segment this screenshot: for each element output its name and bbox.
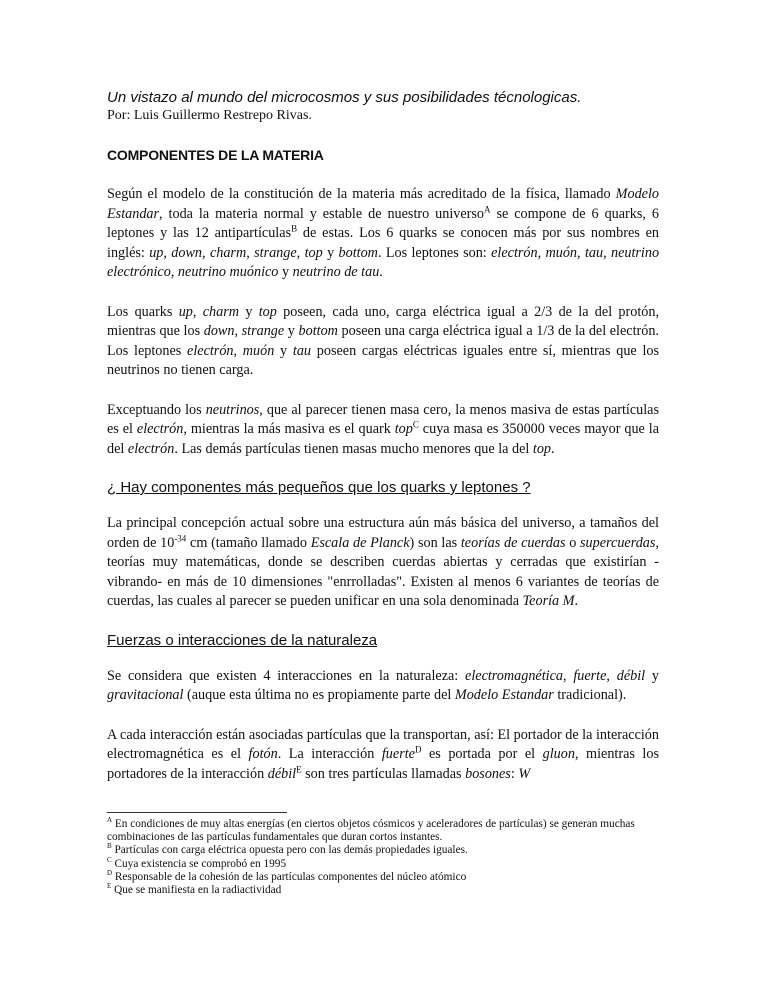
footnote-c: $^C$ Cuya existencia se comprobó en 1995 <box>107 855 287 870</box>
paragraph-portadores: A cada interacción están asociadas partículas que la transportan, así: El portador de la interacción electromagnética es el fotón. La interacción fuerte$^D$ es portada por el gluon, mientras los portadores de la interacción débil$^E$ son tres partículas llamadas bosones: W <box>107 726 659 782</box>
footnote-ref-c: C <box>412 419 419 430</box>
section-heading-fuerzas: Fuerzas o interacciones de la naturaleza <box>107 631 378 649</box>
paragraph-modelo-estandar: Según el modelo de la constitución de la materia más acreditado de la física, llamado Modelo Estandar, toda la materia normal y estable de nuestro universo$^A$ se compone de 6 quarks, 6 leptones y las 12 antipartículas$^B$ de estas. Los 6 quarks se conocen más por sus nombres en inglés: up, down, charm, strange, top y bottom. Los leptones son: electrón, muón, tau, neutrino electrónico, neutrino muónico y neutrino de tau. <box>107 186 660 280</box>
footnote-ref-e: E <box>296 763 302 774</box>
footnote-ref-b: B <box>291 223 298 234</box>
section-heading-componentes-pequenos: ¿ Hay componentes más pequeños que los quarks y leptones ? <box>107 479 531 496</box>
paragraph-masses: Exceptuando los neutrinos, que al parecer tienen masa cero, la menos masiva de estas partículas es el electrón, mientras la más masiva es el quark top$^C$ cuya masa es 350000 veces mayor que la del electrón. Las demás partículas tienen masas mucho menores que la del top. <box>107 401 659 457</box>
footnote-d: $^D$ Responsable de la cohesión de las partículas componentes del núcleo atómico <box>107 869 467 883</box>
exponent: -34 <box>174 532 187 543</box>
footnote-divider <box>107 812 287 813</box>
paragraph-cuerdas: La principal concepción actual sobre una estructura aún más básica del universo, a tamaños del orden de $10^{-34}$ cm (tamaño llamado Escala de Planck) son las teorías de cuerdas o supercuerdas, teorías muy matemáticas, donde se describen cuerdas abiertas y cerradas que existirían -vibrando- en más de 10 dimensiones "enrrolladas". Existen al menos 6 variantes de teorías de cuerdas, las cuales al parecer se pueden unificar en una sola denominada Teoría M. <box>107 515 659 609</box>
footnote-ref-d: D <box>414 744 422 755</box>
author-line: Por: Luis Guillermo Restrepo Rivas. <box>107 108 312 123</box>
document-title: Un vistazo al mundo del microcosmos y sus posibilidades técnologicas. <box>107 89 582 106</box>
footnote-b: $^B$ Partículas con carga eléctrica opuesta pero con las demás propiedades iguales. <box>107 842 468 857</box>
document-page <box>107 88 659 804</box>
footnote-a: $^A$ En condiciones de muy altas energías (en ciertos objetos cósmicos y aceleradores de partículas) se generan muchas combinaciones de las partículas fundamentales que duran cortos instantes. <box>107 816 635 844</box>
paragraph-quark-charges: Los quarks up, charm y top poseen, cada uno, carga eléctrica igual a 2/3 de la del protón, mientras que los down, strange y bottom poseen una carga eléctrica igual a 1/3 de la del electrón. Los leptones electrón, muón y tau poseen cargas eléctricas iguales entre sí, mientras que los neutrinos no tienen carga. <box>107 303 660 378</box>
footnotes <box>107 818 659 897</box>
section-heading-componentes: COMPONENTES DE LA MATERIA <box>107 147 324 163</box>
footnote-e: $^E$ Que se manifiesta en la radiactividad <box>107 882 282 897</box>
footnote-ref-a: A <box>484 203 491 214</box>
paragraph-interacciones: Se considera que existen 4 interacciones en la naturaleza: electromagnética, fuerte, débil y gravitacional (auque esta última no es propiamente parte del Modelo Estandar tradicional). <box>107 667 659 703</box>
